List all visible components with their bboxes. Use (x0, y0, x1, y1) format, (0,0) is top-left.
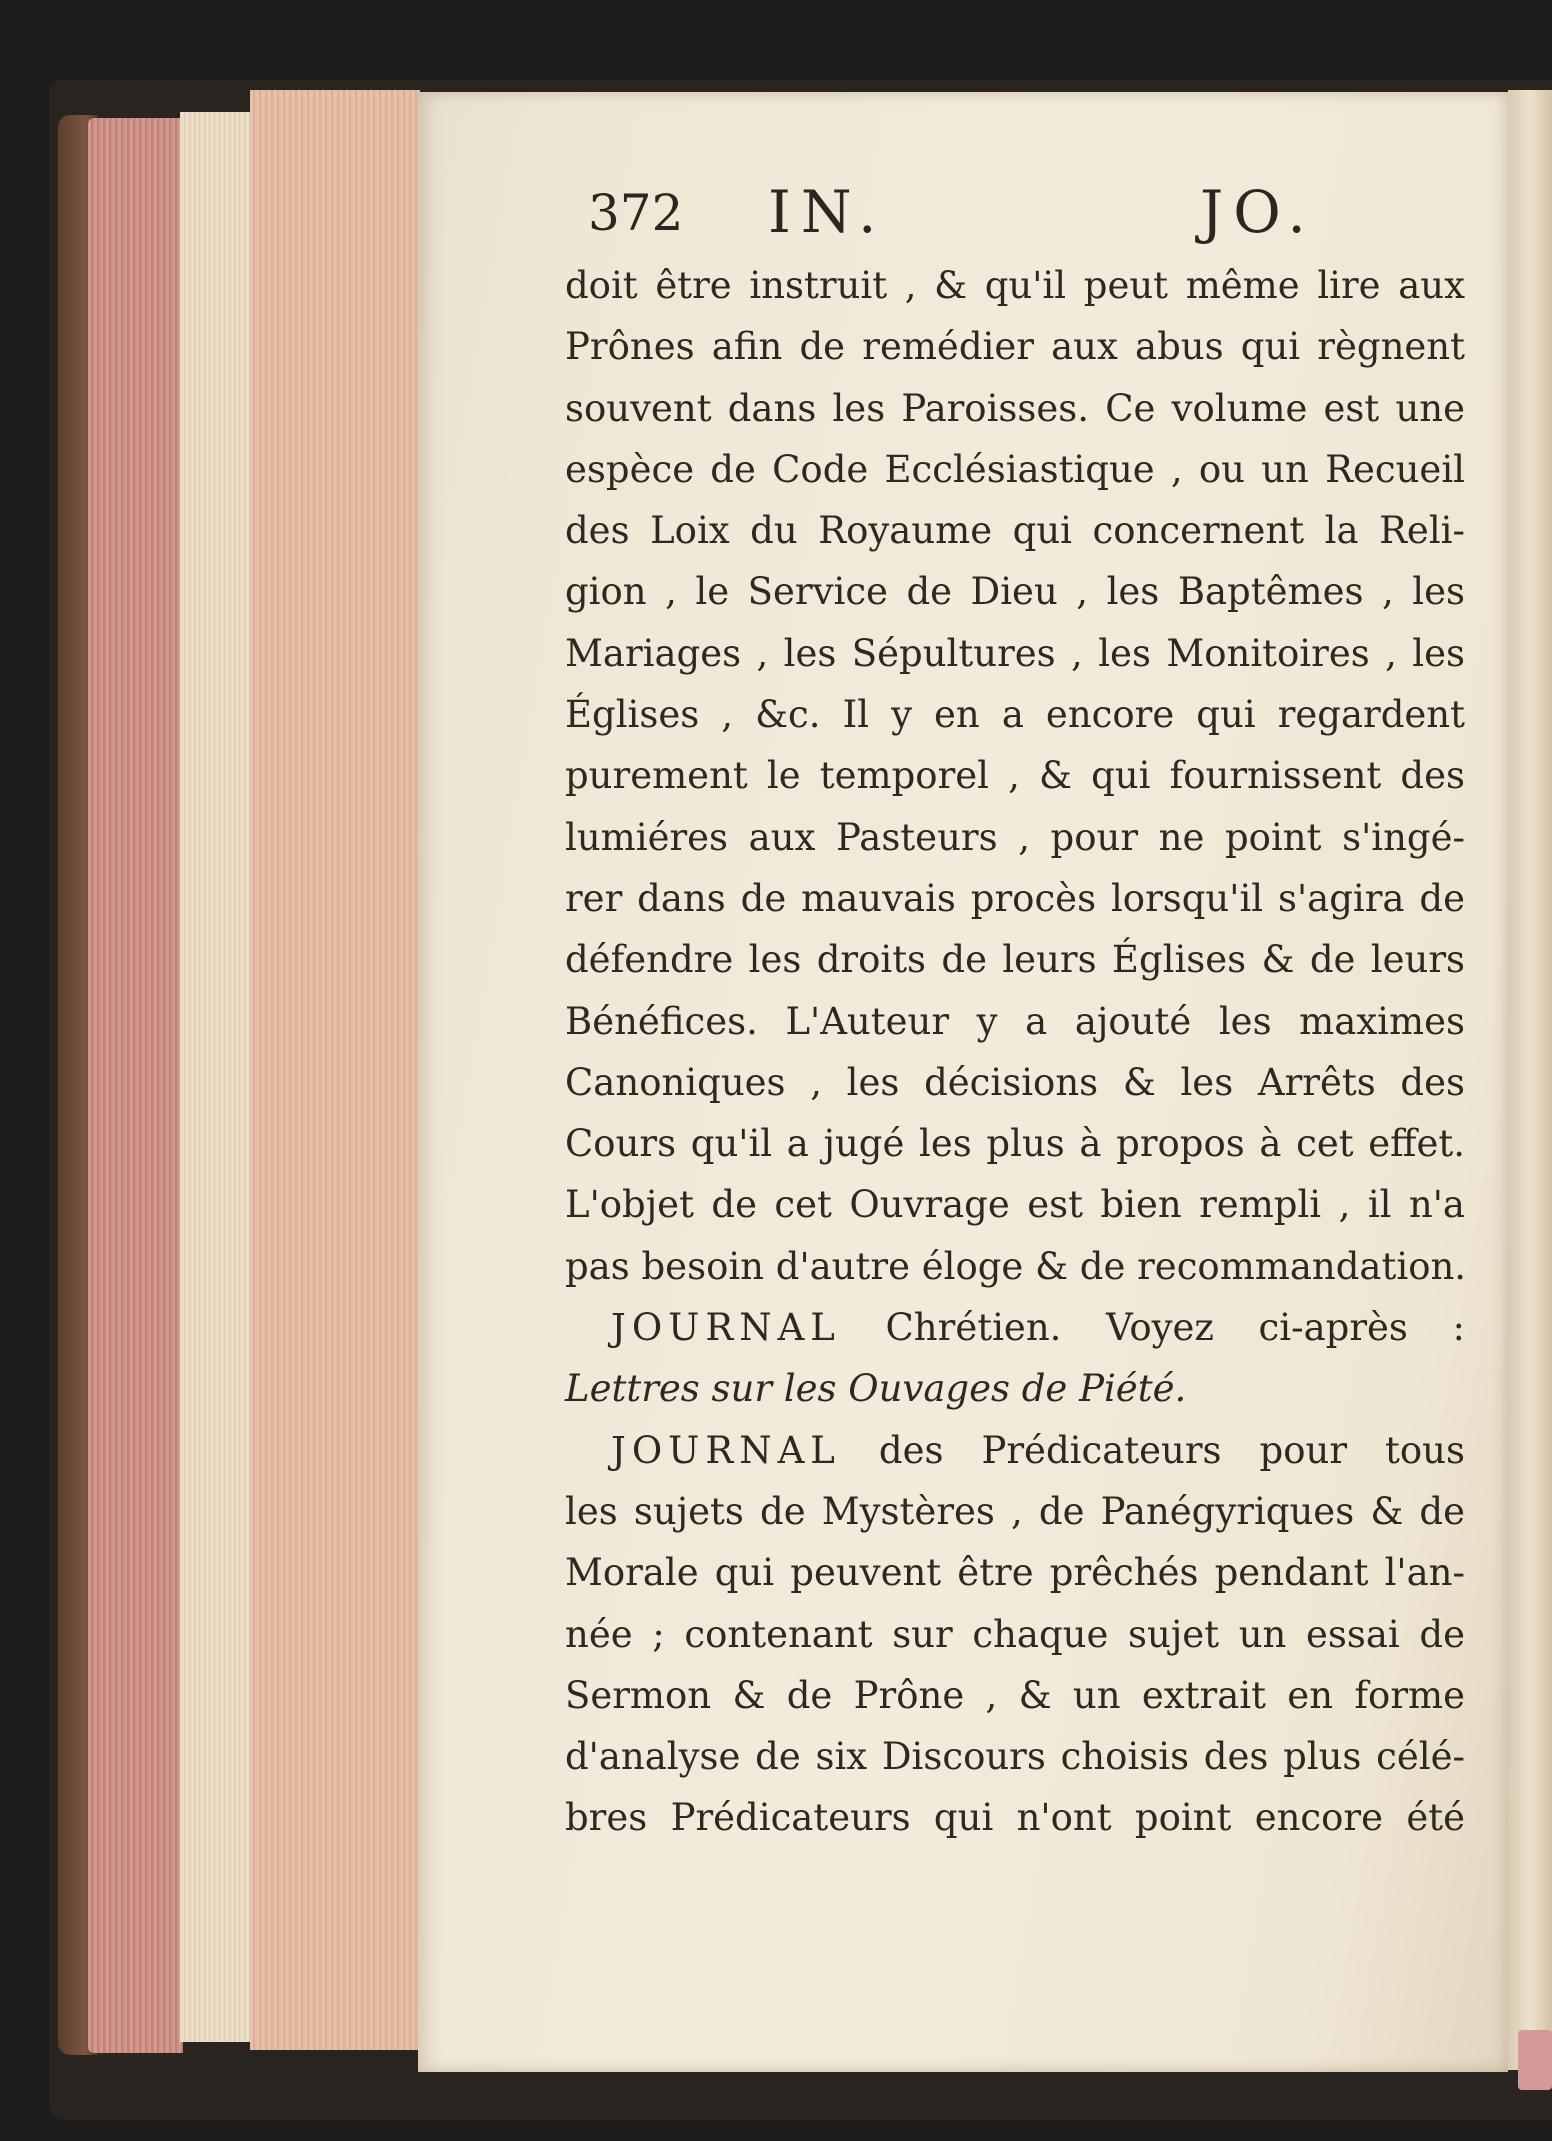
entry-head: JOURNAL (611, 1306, 841, 1350)
text-line: Prônes afin de remédier aux abus qui règnent (565, 325, 1465, 369)
text-line: d'analyse de six Discours choisis des plus célé- (565, 1735, 1465, 1779)
text-line: rer dans de mauvais procès lorsqu'il s'agira de (565, 876, 1465, 920)
text-line: Canoniques , les décisions & les Arrêts des (565, 1060, 1465, 1104)
facing-page-edge (1508, 90, 1552, 2070)
header-left-word: IN. (768, 178, 887, 246)
text-line: les sujets de Mystères , de Panégyriques & de (565, 1489, 1465, 1533)
entry-journal-predicateurs (565, 1420, 1465, 1481)
text-line: gion , le Service de Dieu , les Baptêmes , les (565, 570, 1465, 614)
running-header (588, 178, 1388, 258)
text-line: défendre les droits de leurs Églises & de leurs (565, 938, 1465, 982)
entry-rest: des Prédicateurs pour tous (878, 1428, 1465, 1472)
entry-rest: Chrétien. Voyez ci-après : (885, 1306, 1465, 1350)
text-line: des Loix du Royaume qui concernent la Reli- (565, 509, 1465, 553)
text-line: bres Prédicateurs qui n'ont point encore été (565, 1796, 1465, 1840)
text-line: Églises , &c. Il y en a encore qui regardent (565, 693, 1465, 737)
text-line: Morale qui peuvent être prêchés pendant l'an- (565, 1551, 1465, 1595)
text-line: souvent dans les Paroisses. Ce volume est une (565, 386, 1465, 430)
text-line: espèce de Code Ecclésiastique , ou un Recueil (565, 447, 1465, 491)
text-line: Sermon & de Prône , & un extrait en forme (565, 1673, 1465, 1717)
text-line: née ; contenant sur chaque sujet un essai de (565, 1612, 1465, 1656)
entry-head: JOURNAL (611, 1428, 841, 1472)
text-line: pas besoin d'autre éloge & de recommandation. (565, 1244, 1467, 1288)
page-body (565, 255, 1465, 1849)
entry-cross-reference: Lettres sur les Ouvages de Piété. (565, 1367, 1187, 1411)
page-edges-tinted (250, 90, 420, 2050)
bookmark-ribbon (1518, 2030, 1552, 2090)
text-line: doit être instruit , & qu'il peut même lire aux (565, 264, 1465, 307)
text-line: lumiéres aux Pasteurs , pour ne point s'ingé- (565, 815, 1465, 859)
text-line: purement le temporel , & qui fournissent des (565, 754, 1465, 798)
header-right-word: JO. (1200, 178, 1316, 246)
red-page-edges (88, 118, 183, 2053)
text-line: L'objet de cet Ouvrage est bien rempli , il n'a (565, 1183, 1465, 1227)
page-edges-light (180, 112, 260, 2042)
text-line: Mariages , les Sépultures , les Monitoires , les (565, 631, 1465, 675)
text-line: Bénéfices. L'Auteur y a ajouté les maximes (565, 999, 1465, 1043)
page-number: 372 (588, 184, 684, 242)
text-line: Cours qu'il a jugé les plus à propos à cet effet. (565, 1122, 1465, 1166)
entry-journal-chretien (565, 1297, 1465, 1358)
